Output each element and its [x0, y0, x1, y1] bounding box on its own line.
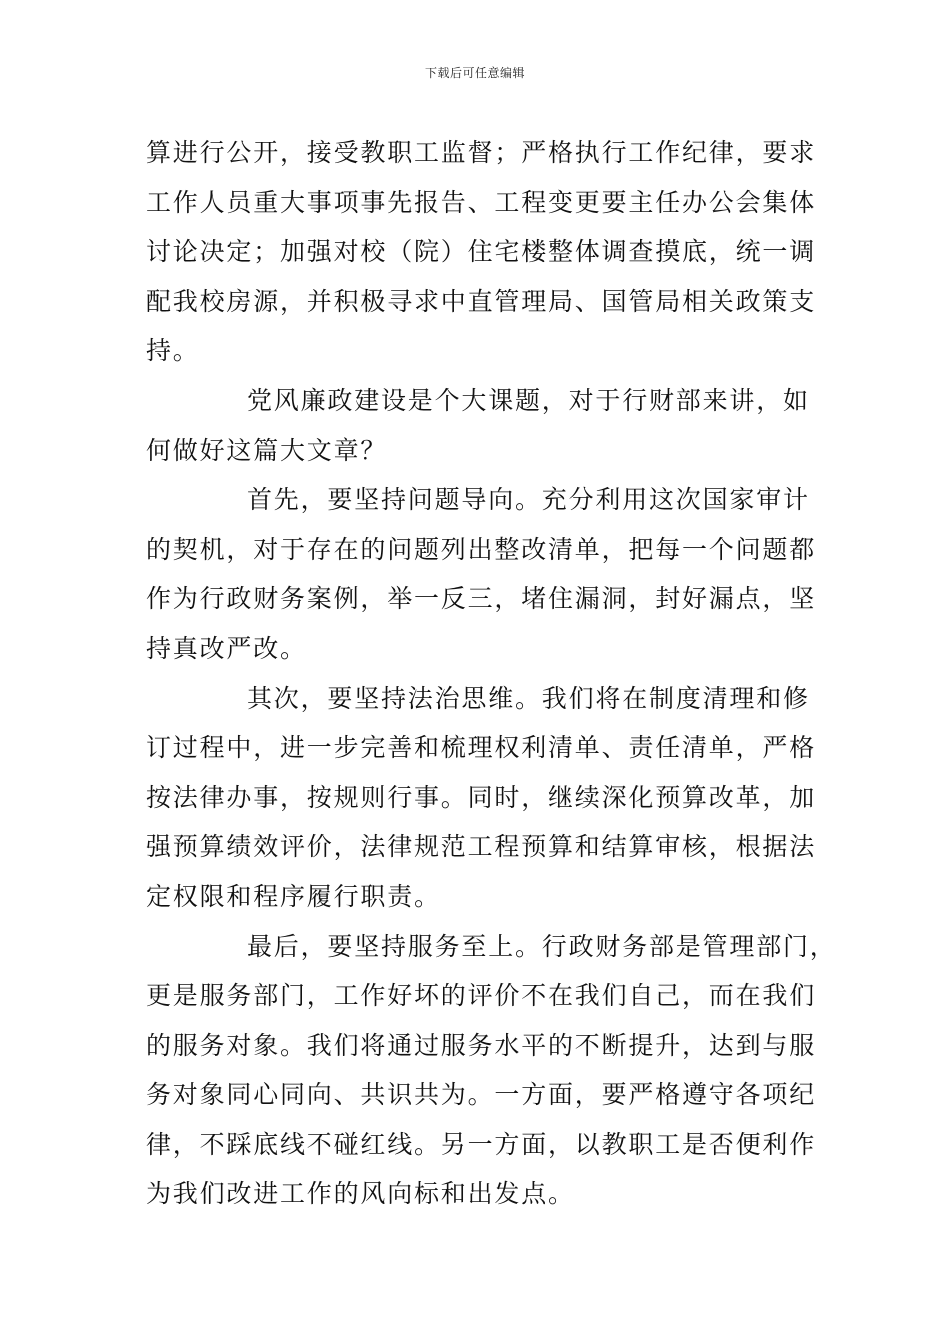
paragraph-4 — [146, 674, 816, 922]
text-line: 持。 — [146, 336, 200, 366]
text-line: 最后，要坚持服务至上。行政财务部是管理部门， — [247, 931, 837, 961]
text-line: 务对象同心同向、共识共为。一方面，要严格遵守各项纪 — [146, 1080, 817, 1110]
page-header-note: 下载后可任意编辑 — [424, 66, 525, 80]
text-line: 首先，要坚持问题导向。充分利用这次国家审计 — [247, 485, 810, 515]
paragraph-2 — [146, 376, 816, 475]
text-line: 的契机，对于存在的问题列出整改清单，把每一个问题都 — [146, 534, 817, 564]
text-line: 按法律办事，按规则行事。同时，继续深化预算改革，加 — [146, 782, 817, 812]
text-line: 工作人员重大事项事先报告、工程变更要主任办公会集体 — [146, 187, 817, 217]
text-line: 何做好这篇大文章？ — [146, 435, 388, 465]
text-line: 党风廉政建设是个大课题，对于行财部来讲，如 — [247, 385, 810, 415]
text-line: 讨论决定；加强对校（院）住宅楼整体调查摸底，统一调 — [146, 237, 817, 267]
text-line: 其次，要坚持法治思维。我们将在制度清理和修 — [247, 683, 810, 713]
text-line: 作为行政财务案例，举一反三，堵住漏洞，封好漏点，坚 — [146, 584, 817, 614]
text-line: 更是服务部门，工作好坏的评价不在我们自己，而在我们 — [146, 981, 817, 1011]
text-line: 强预算绩效评价，法律规范工程预算和结算审核，根据法 — [146, 832, 817, 862]
text-line: 持真改严改。 — [146, 633, 307, 663]
text-line: 订过程中，进一步完善和梳理权利清单、责任清单，严格 — [146, 733, 817, 763]
text-line: 定权限和程序履行职责。 — [146, 881, 441, 911]
text-line: 算进行公开，接受教职工监督；严格执行工作纪律，要求 — [146, 138, 817, 167]
text-line: 的服务对象。我们将通过服务水平的不断提升，达到与服 — [146, 1030, 817, 1060]
paragraph-1 — [146, 128, 816, 376]
text-line: 为我们改进工作的风向标和出发点。 — [146, 1179, 575, 1209]
paragraph-3 — [146, 475, 816, 673]
text-line: 配我校房源，并积极寻求中直管理局、国管局相关政策支 — [146, 286, 817, 316]
paragraph-5 — [146, 922, 837, 1220]
text-line: 律，不踩底线不碰红线。另一方面，以教职工是否便利作 — [146, 1129, 817, 1159]
document-body — [146, 128, 837, 1219]
